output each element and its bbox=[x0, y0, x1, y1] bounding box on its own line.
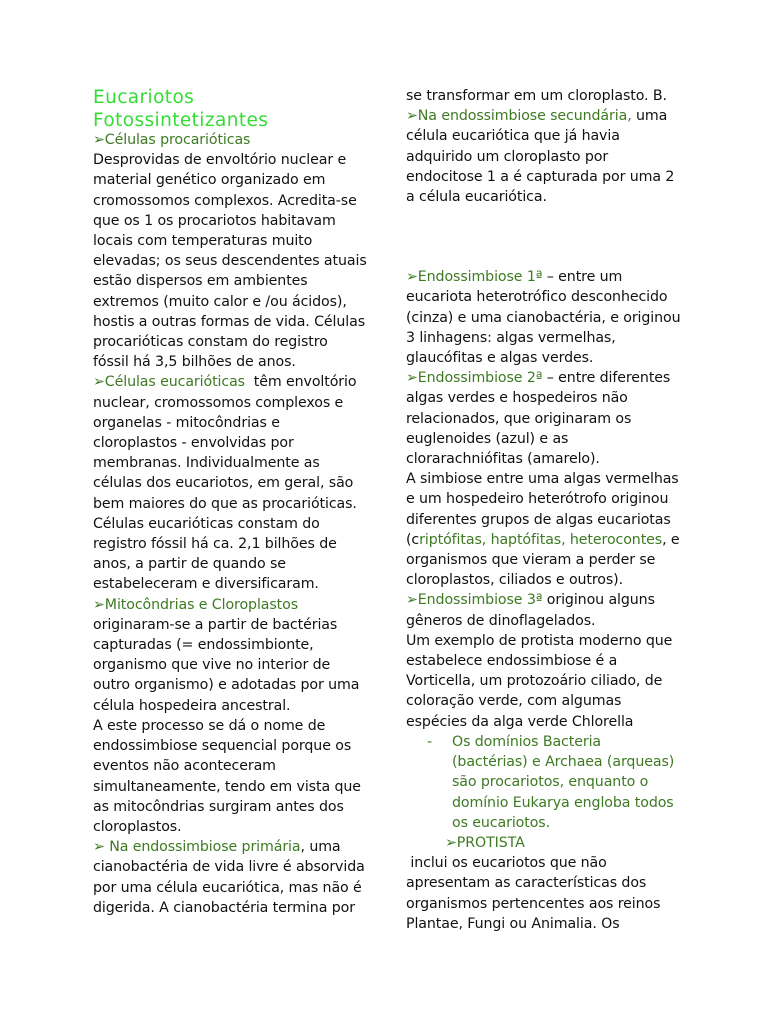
heading-mitocondrias-cloroplastos: ➢Mitocôndrias e Cloroplastos bbox=[93, 596, 299, 613]
heading-endossimbiose-3: ➢Endossimbiose 3ª originou alguns bbox=[406, 592, 655, 609]
paragraph-endossimbiose-1: eucariota heterotrófico desconhecido (cinza) e uma cianobactéria, e originou 3 linhagens: algas vermelhas, glaucófitas e algas verdes. bbox=[406, 289, 681, 367]
paragraph-endossimbiose-2: algas verdes e hospedeiros não relacionados, que originaram os euglenoides (azul) e as clorarachniófitas (amarelo). A simbiose entre uma algas vermelhas e um hospedeiro heterótrofo originou diferentes grupos de algas eucariotas (criptófitas, haptófitas, heterocontes, e organismos que vieram a perder se cloroplastos, ciliados e outros). bbox=[406, 390, 680, 589]
group-list-line: (criptófitas, haptófitas, heterocontes, e bbox=[406, 531, 680, 548]
heading-protista: ➢PROTISTA bbox=[445, 834, 525, 851]
left-column bbox=[93, 86, 368, 918]
paragraph-protista: inclui os eucariotos que não apresentam as características dos organismos pertencentes aos reinos Plantae, Fungi ou Animalia. Os bbox=[406, 855, 661, 932]
heading-celulas-procarioticas: ➢Células procarióticas bbox=[93, 132, 251, 148]
blank-gap bbox=[406, 207, 680, 267]
heading-endossimbiose-secundaria: ➢Na endossimbiose secundária, uma bbox=[406, 108, 668, 125]
arrow-icon: ➢ bbox=[406, 370, 418, 387]
heading-endossimbiose-primaria: ➢ Na endossimbiose primária, uma bbox=[93, 839, 341, 856]
right-column bbox=[406, 86, 680, 934]
paragraph-secundaria: célula eucariótica que já havia adquirido um cloroplasto por endocitose 1 a é capturada por uma 2 a célula eucariótica. bbox=[406, 128, 675, 206]
arrow-icon: ➢ bbox=[93, 596, 105, 613]
paragraph-endossimbiose-3: gêneros de dinoflagelados. Um exemplo de protista moderno que estabelece endossimbiose é a Vorticella, um protozoário ciliado, de coloração verde, com algumas espécies da alga verde Chlorella bbox=[406, 612, 673, 730]
title-line-2: Fotossintetizantes bbox=[93, 110, 269, 131]
arrow-icon: ➢ bbox=[445, 834, 457, 851]
paragraph-mitocondrias: originaram-se a partir de bactérias capturadas (= endossimbionte, organismo que vive no interior de outro organismo) e adotadas por uma célula hospedeira ancestral. A este processo se dá o nome de endossimbiose sequencial porque os eventos não aconteceram simultaneamente, tendo em vista que as mitocôndrias surgiram antes dos cloroplastos. bbox=[93, 616, 361, 835]
list-item-dominios: - Os domínios Bacteria (bactérias) e Archaea (arqueas) são procariotos, enquanto o domínio Eukarya engloba todos os eucariotos. bbox=[427, 733, 675, 831]
continuation-line: se transformar em um cloroplasto. B. bbox=[406, 88, 667, 104]
arrow-icon: ➢ bbox=[93, 132, 105, 148]
paragraph-primaria: cianobactéria de vida livre é absorvida por uma célula eucariótica, mas não é digerida. A cianobactéria termina por bbox=[93, 859, 365, 916]
heading-celulas-eucarioticas: ➢Células eucarióticas têm envoltório bbox=[93, 374, 357, 391]
arrow-icon: ➢ bbox=[406, 108, 418, 125]
arrow-icon: ➢ bbox=[93, 839, 105, 856]
dash-bullet-icon: - bbox=[427, 733, 433, 750]
title-line-1: Eucariotos bbox=[93, 87, 195, 108]
heading-endossimbiose-1: ➢Endossimbiose 1ª – entre um bbox=[406, 269, 623, 286]
arrow-icon: ➢ bbox=[93, 374, 105, 391]
arrow-icon: ➢ bbox=[406, 592, 418, 609]
paragraph-eucarioticas: nuclear, cromossomos complexos e organelas - mitocôndrias e cloroplastos - envolvidas por membranas. Individualmente as células dos eucariotos, em geral, são bem maiores do que as procarióticas. Células eucarióticas constam do registro fóssil há ca. 2,1 bilhões de anos, a partir de quando se estabeleceram e diversificaram. bbox=[93, 394, 357, 593]
heading-endossimbiose-2: ➢Endossimbiose 2ª – entre diferentes bbox=[406, 370, 671, 387]
paragraph-procarioticas: Desprovidas de envoltório nuclear e material genético organizado em cromossomos complexos. Acredita-se que os 1 os procariotos habitavam locais com temperaturas muito elevadas; os seus descendentes atuais estão dispersos em ambientes extremos (muito calor e /ou ácidos), hostis a outras formas de vida. Células procarióticas constam do registro fóssil há 3,5 bilhões de anos. bbox=[93, 152, 367, 371]
arrow-icon: ➢ bbox=[406, 269, 418, 286]
